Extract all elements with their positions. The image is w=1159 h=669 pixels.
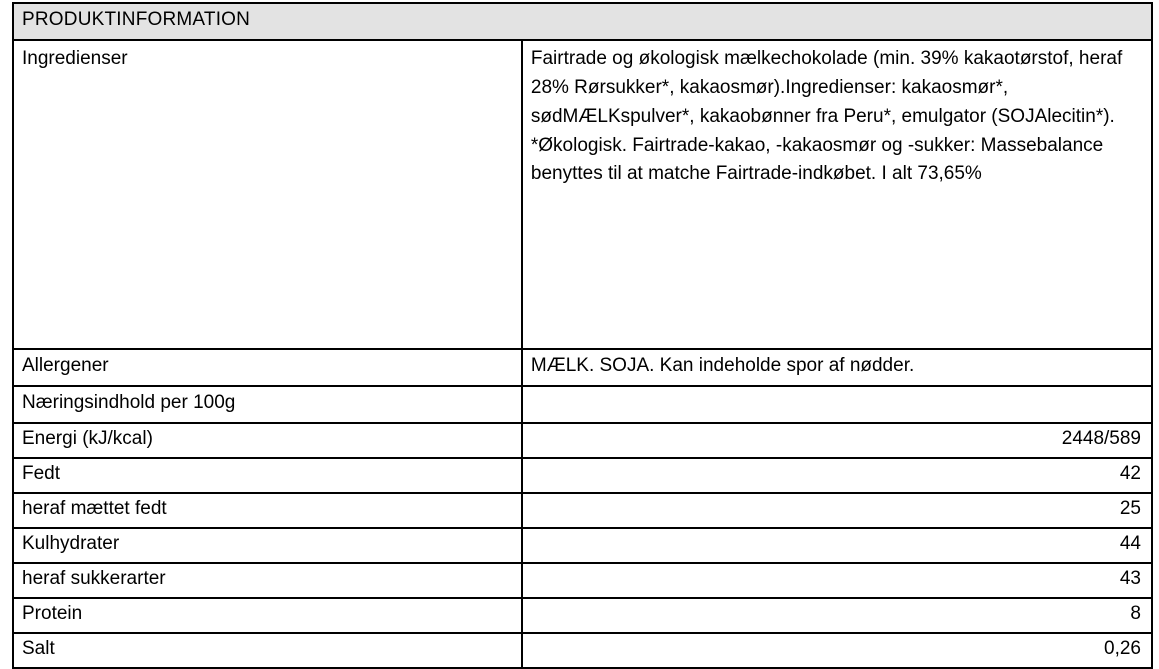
allergens-value: MÆLK. SOJA. Kan indeholde spor af nødder. <box>522 349 1152 386</box>
allergens-label: Allergener <box>13 349 522 386</box>
nutrition-value: 25 <box>522 493 1152 528</box>
table-row <box>13 458 1152 493</box>
nutrition-label: Energi (kJ/kcal) <box>13 423 522 458</box>
table-row <box>13 598 1152 633</box>
nutrition-label: Fedt <box>13 458 522 493</box>
table-row <box>13 528 1152 563</box>
table-row-nutrition-header <box>13 386 1152 423</box>
page-title: PRODUKTINFORMATION <box>13 3 1152 40</box>
table-row-ingredients <box>13 40 1152 349</box>
product-information-sheet <box>0 2 1159 659</box>
ingredients-label: Ingredienser <box>13 40 522 349</box>
table-row-allergens <box>13 349 1152 386</box>
product-information-table <box>12 2 1153 669</box>
table-row <box>13 563 1152 598</box>
nutrition-label: Kulhydrater <box>13 528 522 563</box>
nutrition-header-label: Næringsindhold per 100g <box>13 386 522 423</box>
nutrition-value: 0,26 <box>522 633 1152 668</box>
nutrition-value: 8 <box>522 598 1152 633</box>
nutrition-label: heraf sukkerarter <box>13 563 522 598</box>
table-row <box>13 493 1152 528</box>
nutrition-value: 44 <box>522 528 1152 563</box>
table-row <box>13 633 1152 668</box>
table-row <box>13 423 1152 458</box>
table-header-row <box>13 3 1152 40</box>
nutrition-label: Salt <box>13 633 522 668</box>
nutrition-header-value <box>522 386 1152 423</box>
nutrition-value: 42 <box>522 458 1152 493</box>
nutrition-value: 43 <box>522 563 1152 598</box>
ingredients-value: Fairtrade og økologisk mælkechokolade (min. 39% kakaotørstof, heraf 28% Rørsukker*, kakaosmør).Ingredienser: kakaosmør*, sødMÆLKspulver*, kakaobønner fra Peru*, emulgator (SOJAlecitin*). *Økologisk. Fairtrade-kakao, -kakaosmør og -sukker: Massebalance benyttes til at matche Fairtrade-indkøbet. I alt 73,65% <box>522 40 1152 349</box>
nutrition-label: Protein <box>13 598 522 633</box>
nutrition-label: heraf mættet fedt <box>13 493 522 528</box>
nutrition-value: 2448/589 <box>522 423 1152 458</box>
